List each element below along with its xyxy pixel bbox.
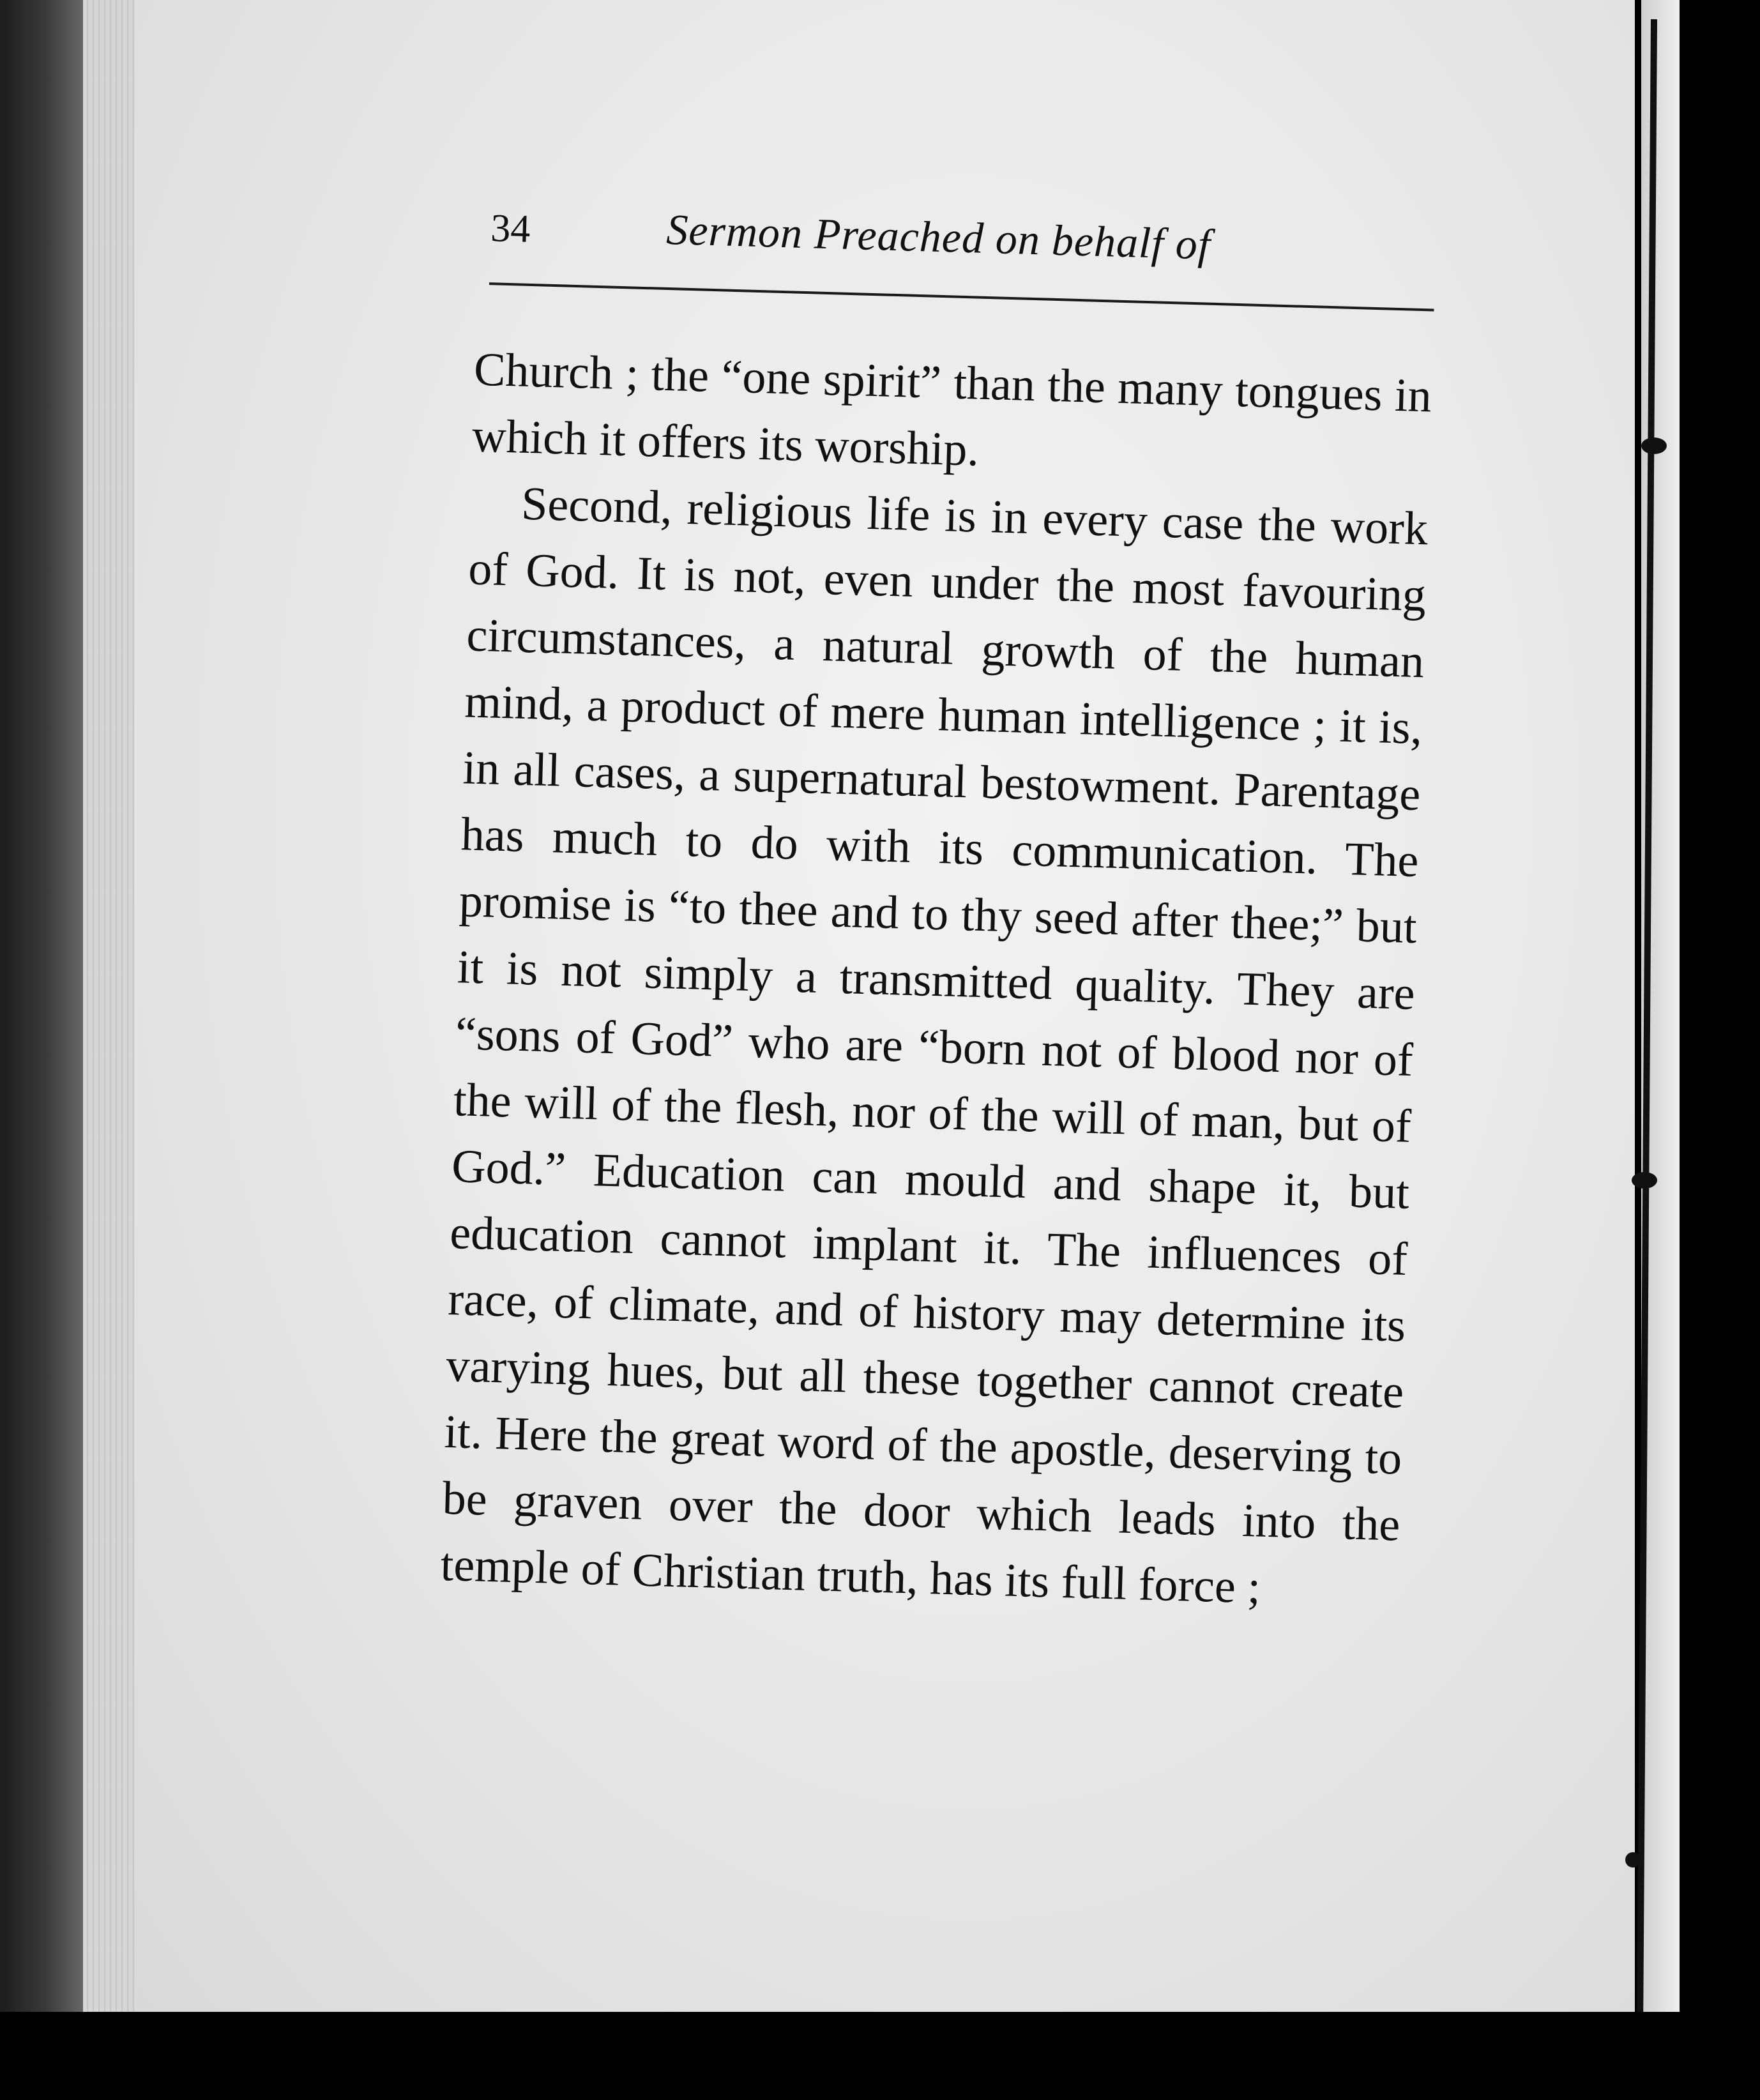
page-content <box>402 192 1462 1625</box>
paragraph: Church ; the “one spirit” than the many tongues in which it offers its worship. <box>471 343 1432 476</box>
stitch-mark <box>1641 438 1667 454</box>
stitch-mark <box>1625 1852 1641 1868</box>
header-rule <box>489 282 1434 311</box>
body-text <box>440 337 1433 1625</box>
page-number: 34 <box>490 206 531 251</box>
running-head: Sermon Preached on behalf of <box>665 204 1211 269</box>
paragraph: Second, religious life is in every case the work of God. It is not, even under the most favouring circumstances, a natural growth of the human mind, a product of mere human intelligence ; it is, in all cases, a supernatural bestowment. Parentage has much to do with its communication. The promise is “to thee and to thy seed after thee;” but it is not simply a transmitted quality. They are “sons of God” who are “born not of blood nor of the will of the flesh, nor of the will of man, but of God.” Education can mould and shape it, but education cannot implant it. The influences of race, of climate, and of history may determine its varying hues, but all these together cannot create it. Here the great word of the apostle, deserving to be graven over the door which leads into the temple of Christian truth, has its full force ; <box>439 477 1429 1614</box>
bottom-edge <box>0 2012 1760 2100</box>
stitch-mark <box>1632 1172 1657 1189</box>
